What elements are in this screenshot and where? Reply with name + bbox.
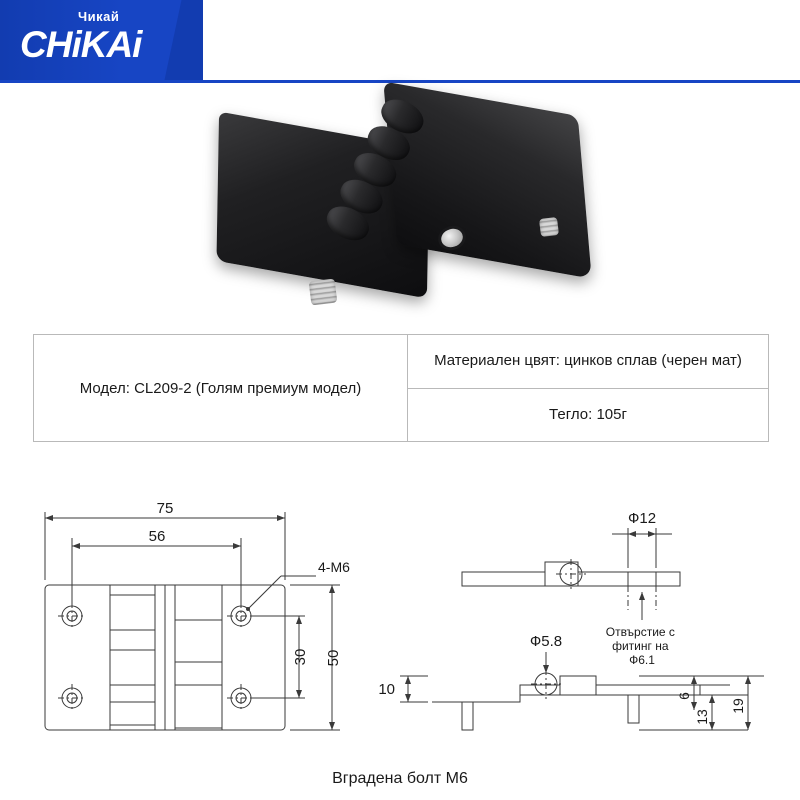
dim-pin-hole: Ф5.8 [529,633,563,650]
dim-hole-span-width: 56 [148,528,166,545]
brand-chinese-name: Чикай [78,9,120,24]
dim-thickness-small: 6 [676,692,692,700]
brand-logo-text: CHiKAi [20,24,142,65]
dim-thread-callout: 4-M6 [318,559,350,575]
spec-material-cell: Материален цвят: цинков сплав (черен мат) [408,335,768,389]
spec-model-cell: Модел: CL209-2 (Голям премиум модел) [34,335,408,441]
header-divider [0,80,800,83]
spec-weight-cell: Тегло: 105г [549,405,627,423]
hinge-mount-screw [309,279,338,306]
technical-drawings [0,470,800,800]
front-view-group [45,512,340,730]
dim-overall-width: 75 [156,500,174,517]
drawing-caption: Вградена болт М6 [332,770,468,787]
top-view-group [462,528,680,620]
hinge-mount-screw [539,217,559,237]
brand-header-bar [0,0,203,80]
dim-leaf-offset: 10 [378,681,395,698]
spec-right-column [408,335,768,441]
dim-hole-span-height: 30 [292,648,309,666]
drawings-svg [0,470,800,770]
hinge-illustration [210,90,600,310]
dim-thickness-mid: 13 [694,709,710,725]
dim-total-depth: 19 [730,698,746,714]
dim-overall-height: 50 [325,649,342,667]
dim-counterbore: Ф12 [627,510,657,527]
note-hole-fitting: Отвърстие с фитинг на Ф6.1 [605,625,675,667]
product-photo [0,84,800,324]
spec-table [33,334,769,442]
